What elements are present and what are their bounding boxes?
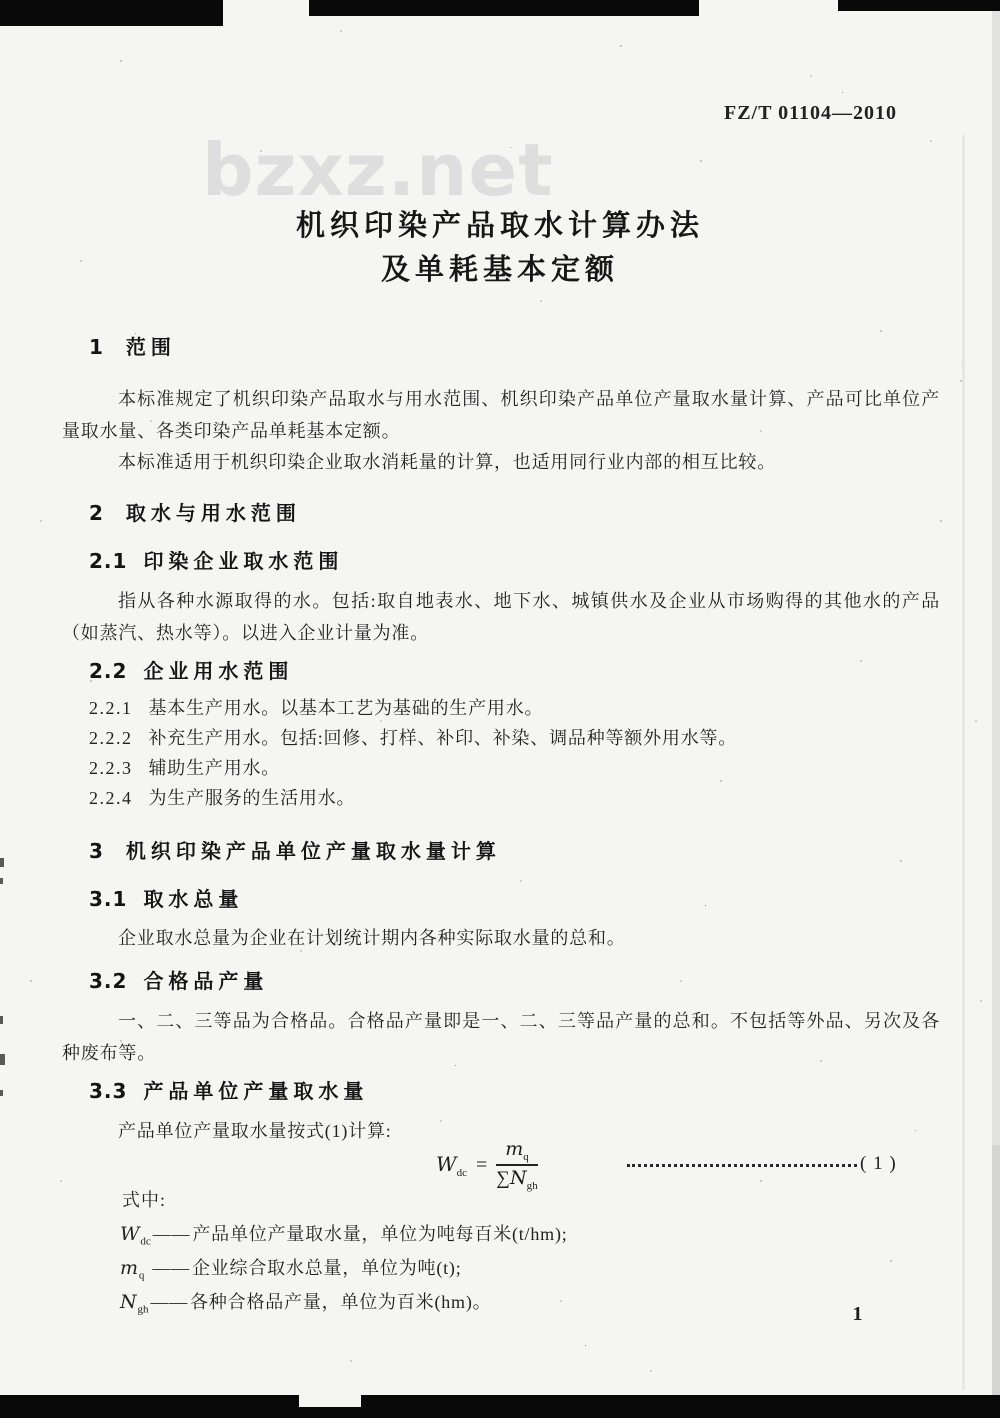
section-1-title: 范围	[125, 335, 176, 359]
definition-wdc: $W_{dc}$ —— 产品单位产量取水量，单位为吨每百米(t/hm);	[120, 1223, 568, 1248]
page-fold-shadow	[962, 135, 965, 1390]
symbol: $W_{dc}$	[120, 1223, 151, 1248]
clause-2-2-1	[89, 694, 543, 720]
fraction-numerator: $m_q$	[496, 1138, 538, 1166]
clause-text: 补充生产用水。包括:回修、打样、补印、补染、调品种等额外用水等。	[148, 728, 738, 748]
section-3-2-paragraph: 一、二、三等品为合格品。合格品产量即是一、二、三等品产量的总和。不包括等外品、另次及各种废布等。	[62, 1011, 940, 1063]
section-1-heading	[89, 331, 176, 360]
dotted-leader	[627, 1164, 857, 1167]
section-2-1-title: 印染企业取水范围	[143, 549, 344, 573]
equation-lhs: $W_{dc}$	[436, 1151, 467, 1179]
scan-fleck	[0, 858, 4, 867]
section-1-paragraph-1: 本标准规定了机织印染产品取水与用水范围、机织印染产品单位产量取水量计算、产品可比单位产量取水量、各类印染产品单耗基本定额。	[62, 389, 940, 441]
clause-text: 基本生产用水。以基本工艺为基础的生产用水。	[148, 698, 544, 718]
section-3-1-number: 3.1	[89, 887, 128, 911]
scan-fleck	[0, 878, 3, 884]
clause-text: 为生产服务的生活用水。	[148, 788, 356, 808]
section-2-2-number: 2.2	[89, 659, 128, 683]
section-3-1-title: 取水总量	[143, 887, 244, 911]
section-3-2-number: 3.2	[89, 969, 128, 993]
definition-text: 产品单位产量取水量，单位为吨每百米(t/hm);	[192, 1224, 568, 1244]
document-title-line2: 及单耗基本定额	[380, 252, 619, 286]
section-3-2-heading	[89, 965, 268, 994]
section-1-number: 1	[89, 335, 104, 359]
scan-fleck	[0, 1016, 3, 1024]
section-3-1-paragraph: 企业取水总量为企业在计划统计期内各种实际取水量的总和。	[118, 928, 626, 948]
definition-mq: $m_q$ —— 企业综合取水总量，单位为吨(t);	[120, 1257, 462, 1282]
section-2-heading	[89, 497, 301, 526]
scan-edge-bar-bottom	[0, 1395, 1000, 1418]
section-3-3-title: 产品单位产量取水量	[143, 1079, 369, 1103]
section-3-3-heading	[89, 1075, 368, 1104]
definition-text: 各种合格品产量，单位为百米(hm)。	[190, 1292, 492, 1312]
scan-edge-bar-bottom-gap	[299, 1395, 361, 1407]
where-label: 式中:	[122, 1190, 167, 1210]
symbol: $N_{gh}$	[120, 1291, 149, 1316]
standard-number: FZ/T 01104—2010	[724, 102, 897, 124]
section-3-title: 机织印染产品单位产量取水量计算	[125, 839, 501, 863]
symbol: $m_q$	[120, 1257, 145, 1282]
document-title-line1: 机织印染产品取水计算办法	[295, 208, 704, 242]
section-3-3-number: 3.3	[89, 1079, 128, 1103]
section-2-title: 取水与用水范围	[125, 501, 301, 525]
section-3-number: 3	[89, 839, 104, 863]
clause-number: 2.2.3	[89, 758, 133, 778]
fraction	[496, 1138, 538, 1192]
section-2-1-paragraph: 指从各种水源取得的水。包括:取自地表水、地下水、城镇供水及企业从市场购得的其他水的产品（如蒸汽、热水等）。以进入企业计量为准。	[62, 591, 940, 643]
section-3-1-heading	[89, 883, 243, 912]
section-3-3-paragraph: 产品单位产量取水量按式(1)计算:	[118, 1121, 392, 1141]
equation-1-expression	[436, 1136, 538, 1194]
clause-2-2-4	[89, 784, 355, 810]
section-2-number: 2	[89, 501, 104, 525]
clause-text: 辅助生产用水。	[148, 758, 281, 778]
definition-text: 企业综合取水总量，单位为吨(t);	[191, 1258, 462, 1278]
scan-edge-bar-top-left	[0, 0, 223, 26]
clause-number: 2.2.4	[89, 788, 133, 808]
equals-sign: =	[475, 1153, 488, 1176]
section-2-1-number: 2.1	[89, 549, 128, 573]
clause-number: 2.2.2	[89, 728, 133, 748]
scan-fleck	[0, 1090, 3, 1096]
section-3-2-title: 合格品产量	[143, 969, 269, 993]
section-2-2-title: 企业用水范围	[143, 659, 294, 683]
fraction-denominator: $\sum N_{gh}$	[496, 1167, 538, 1192]
scan-edge-bar-top-middle	[309, 0, 699, 16]
watermark-text: bzxz.net	[202, 128, 554, 212]
clause-2-2-3	[89, 754, 280, 780]
clause-number: 2.2.1	[89, 698, 133, 718]
definition-ngh: $N_{gh}$ —— 各种合格品产量，单位为百米(hm)。	[120, 1291, 492, 1316]
scan-fleck	[0, 1054, 5, 1065]
section-2-2-heading	[89, 655, 293, 684]
equation-number: ( 1 )	[860, 1153, 897, 1174]
section-1-paragraph-2: 本标准适用于机织印染企业取水消耗量的计算，也适用同行业内部的相互比较。	[118, 452, 776, 472]
section-2-1-heading	[89, 545, 343, 574]
page-number: 1	[852, 1303, 863, 1325]
scan-edge-bar-top-right	[838, 0, 1000, 11]
clause-2-2-2	[89, 724, 737, 750]
section-3-heading	[89, 835, 501, 864]
